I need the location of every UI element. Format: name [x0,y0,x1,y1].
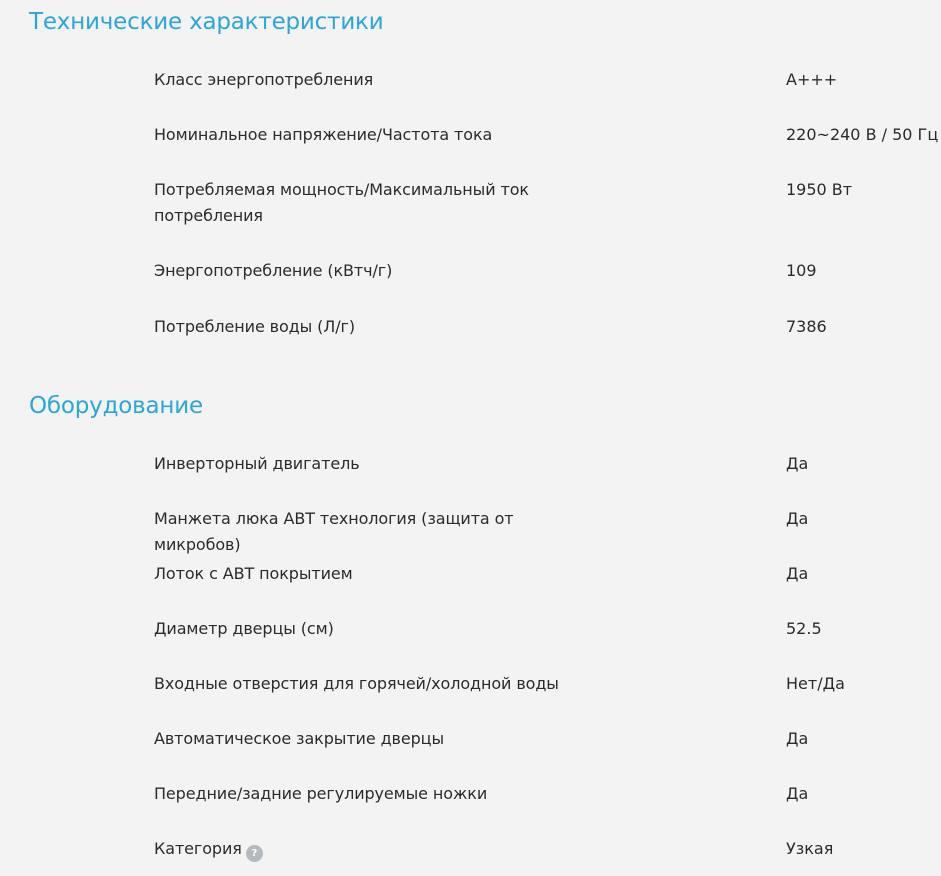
section-title-tech-specs: Технические характеристики [29,9,384,35]
spec-label: Передние/задние регулируемые ножки [154,784,488,803]
spec-label-text: Категория [154,839,242,858]
spec-label: Энергопотребление (кВтч/г) [154,261,393,280]
spec-value: Узкая [786,839,834,858]
section-title-equipment: Оборудование [29,393,203,419]
spec-value: Да [786,729,809,748]
spec-label: Потребляемая мощность/Максимальный ток потребления [154,180,529,225]
spec-value: Да [786,454,809,473]
spec-label: Потребление воды (Л/г) [154,317,355,336]
spec-label: Номинальное напряжение/Частота тока [154,125,493,144]
spec-value: Нет/Да [786,674,845,693]
spec-label: Диаметр дверцы (см) [154,619,334,638]
spec-value: 52.5 [786,619,822,638]
spec-label: Входные отверстия для горячей/холодной воды [154,674,559,693]
spec-label: Манжета люка ABT технология (защита от микробов) [154,509,514,554]
spec-label-with-help [154,836,564,862]
help-icon[interactable]: ? [246,845,263,862]
spec-value: 220~240 В / 50 Гц [786,125,939,144]
spec-value: Да [786,784,809,803]
spec-label: Автоматическое закрытие дверцы [154,729,444,748]
spec-label: Класс энергопотребления [154,70,374,89]
spec-value: Да [786,509,809,528]
spec-label: Лоток с ABT покрытием [154,564,353,583]
spec-value: A+++ [786,70,838,89]
spec-value: 1950 Вт [786,180,853,199]
spec-value: Да [786,564,809,583]
spec-value: 7386 [786,317,827,336]
spec-label: Инверторный двигатель [154,454,360,473]
spec-value: 109 [786,261,817,280]
